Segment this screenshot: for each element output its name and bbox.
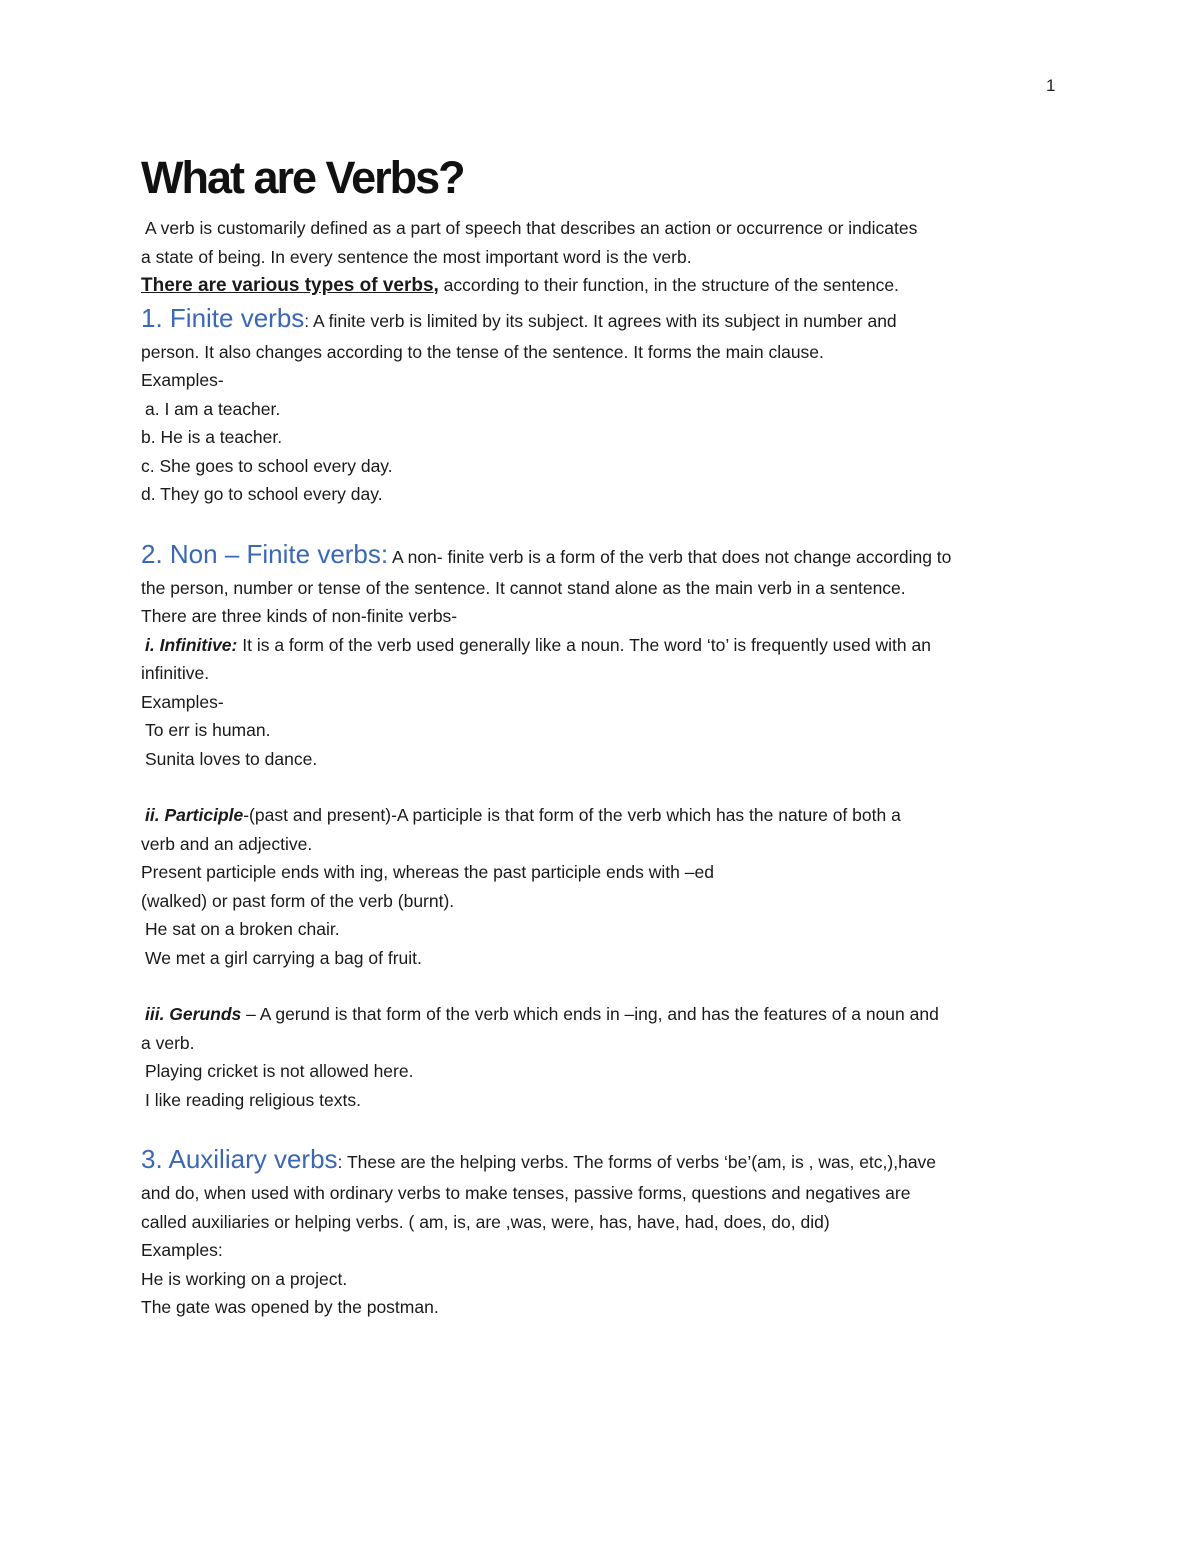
- participle-text-3: Present participle ends with ing, whereas the past participle ends with –ed: [141, 862, 714, 882]
- nonfinite-text-1: A non- finite verb is a form of the verb that does not change according to: [388, 546, 952, 567]
- finite-text-1: : A finite verb is limited by its subject. It agrees with its subject in number and: [304, 310, 897, 331]
- list-item: Playing cricket is not allowed here.: [145, 1061, 414, 1081]
- document-body: [141, 148, 1061, 1322]
- participle-label: ii. Participle: [145, 805, 244, 825]
- types-sentence: [141, 271, 1061, 301]
- finite-examples-label: Examples-: [141, 370, 224, 390]
- nonfinite-heading: 2. Non – Finite verbs:: [141, 538, 389, 569]
- list-item: I like reading religious texts.: [145, 1089, 361, 1110]
- list-item: a. I am a teacher.: [145, 398, 281, 419]
- list-item: To err is human.: [145, 720, 271, 740]
- infinitive-label: i. Infinitive:: [145, 634, 238, 655]
- participle-text-4: (walked) or past form of the verb (burnt).: [141, 890, 455, 911]
- gerunds-label: iii. Gerunds: [145, 1004, 242, 1024]
- page-number: 1: [1046, 76, 1056, 95]
- auxiliary-text-1: : These are the helping verbs. The forms of verbs ‘be’(am, is , was, etc,),have: [337, 1152, 937, 1172]
- nonfinite-kinds: There are three kinds of non-finite verbs-: [141, 606, 458, 626]
- finite-text-2: person. It also changes according to the tense of the sentence. It forms the main clause.: [141, 341, 824, 362]
- participle-text-1: -(past and present)-A participle is that form of the verb which has the nature of both a: [243, 805, 901, 825]
- intro-line-2: a state of being. In every sentence the most important word is the verb.: [141, 246, 692, 267]
- finite-section: [141, 301, 1061, 338]
- list-item: He is working on a project.: [141, 1268, 348, 1289]
- finite-heading: 1. Finite verbs: [141, 302, 305, 333]
- list-item: We met a girl carrying a bag of fruit.: [145, 947, 422, 968]
- infinitive-line-1: [141, 631, 1061, 660]
- gerunds-line-1: [141, 1000, 1061, 1029]
- auxiliary-section: [141, 1142, 1061, 1179]
- nonfinite-section: [141, 537, 1061, 574]
- types-underlined: There are various types of verbs,: [141, 275, 439, 296]
- participle-line-1: [141, 801, 1061, 830]
- intro-line-1: A verb is customarily defined as a part of speech that describes an action or occurrence or indicates: [145, 218, 918, 238]
- list-item: d. They go to school every day.: [141, 484, 383, 504]
- auxiliary-text-3: called auxiliaries or helping verbs. ( am, is, are ,was, were, has, have, had, does, do, did): [141, 1211, 830, 1232]
- auxiliary-examples-label: Examples:: [141, 1240, 223, 1260]
- types-rest: according to their function, in the structure of the sentence.: [438, 275, 899, 295]
- auxiliary-text-2: and do, when used with ordinary verbs to make tenses, passive forms, questions and negatives are: [141, 1183, 911, 1203]
- nonfinite-text-2: the person, number or tense of the sentence. It cannot stand alone as the main verb in a sentence.: [141, 577, 906, 598]
- gerunds-text-2: a verb.: [141, 1032, 195, 1053]
- infinitive-text-1: It is a form of the verb used generally like a noun. The word ‘to’ is frequently used with an: [237, 634, 931, 655]
- list-item: The gate was opened by the postman.: [141, 1297, 439, 1317]
- page-title: What are Verbs?: [141, 152, 464, 203]
- auxiliary-heading: 3. Auxiliary verbs: [141, 1144, 338, 1174]
- infinitive-text-2: infinitive.: [141, 663, 210, 683]
- gerunds-text-1: – A gerund is that form of the verb which ends in –ing, and has the features of a noun and: [241, 1004, 939, 1024]
- list-item: He sat on a broken chair.: [145, 919, 340, 939]
- participle-text-2: verb and an adjective.: [141, 833, 313, 854]
- infinitive-examples-label: Examples-: [141, 691, 224, 712]
- list-item: b. He is a teacher.: [141, 427, 283, 447]
- list-item: Sunita loves to dance.: [145, 748, 318, 769]
- list-item: c. She goes to school every day.: [141, 455, 393, 476]
